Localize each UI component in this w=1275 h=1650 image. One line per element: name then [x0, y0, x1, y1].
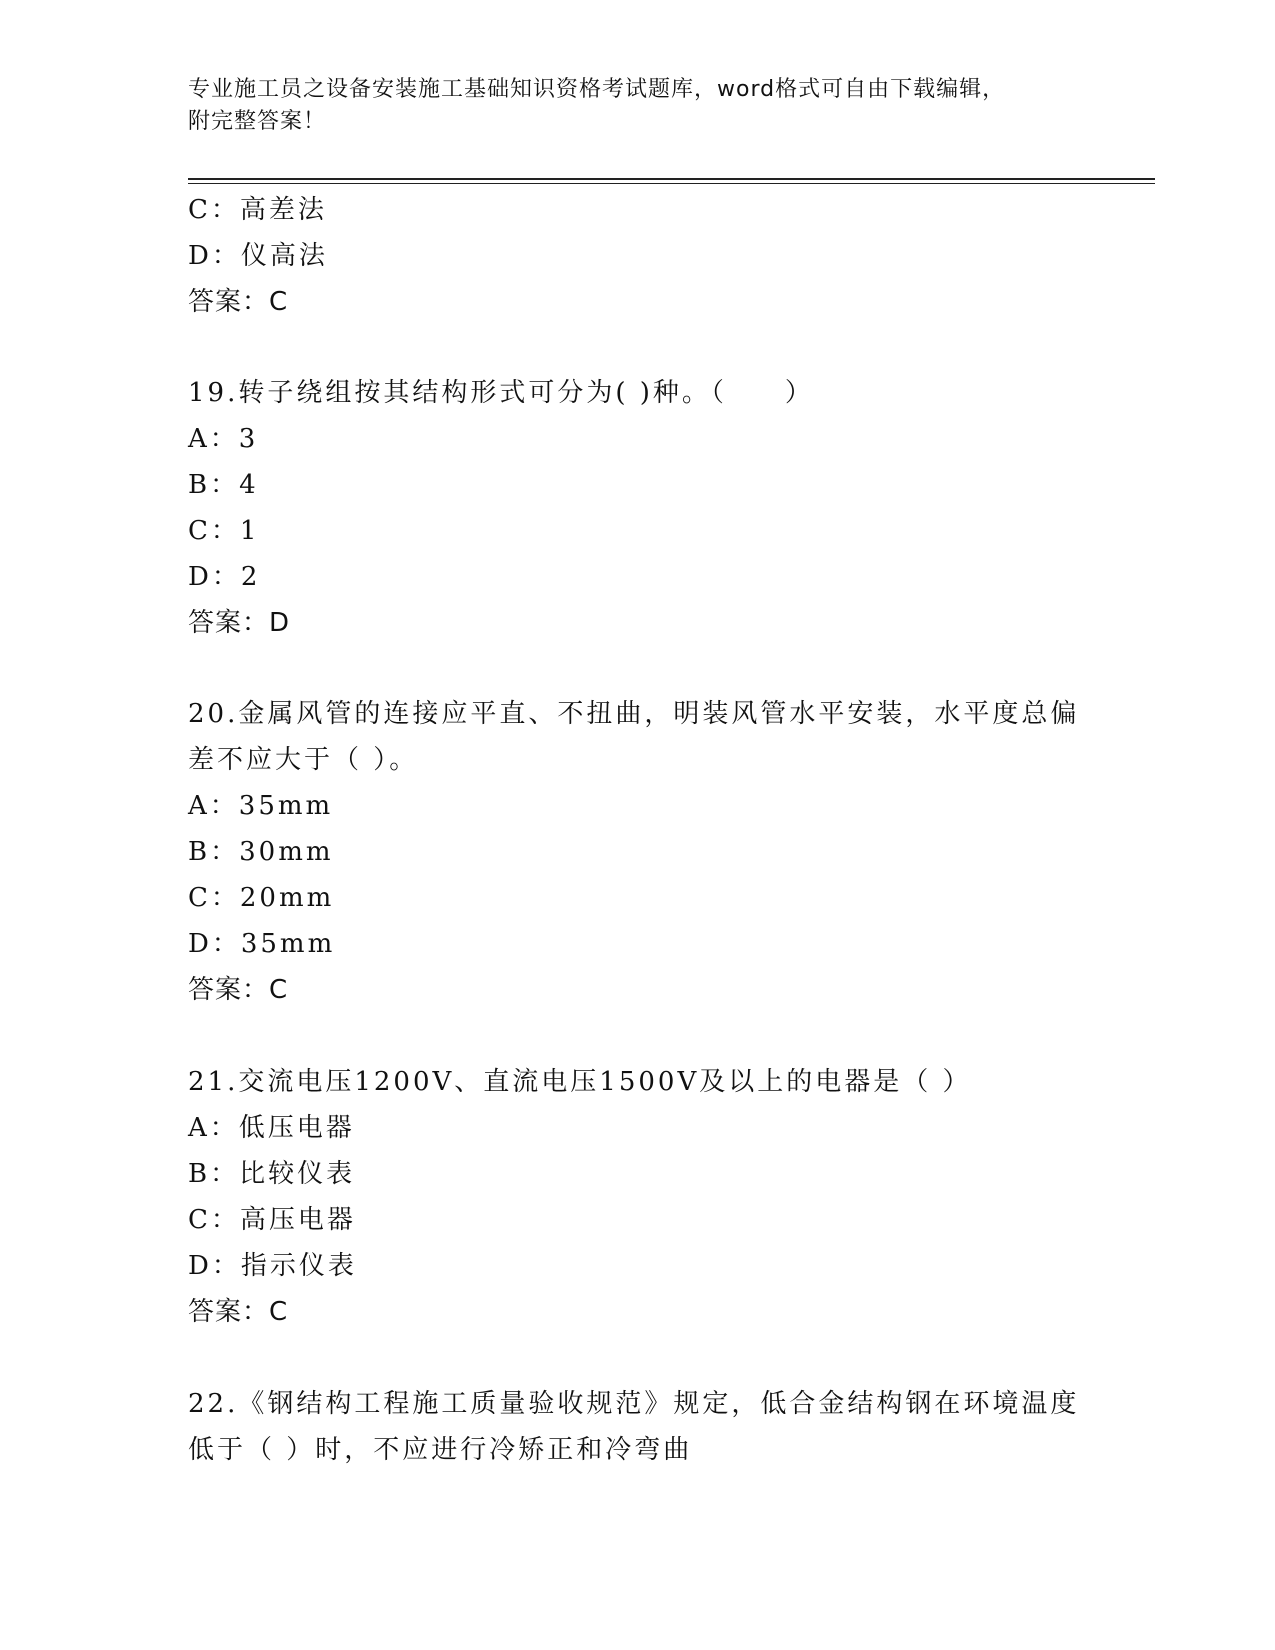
option-b: B：30mm — [188, 837, 334, 867]
option-c: C：高差法 — [188, 195, 327, 225]
question-stem: 19.转子绕组按其结构形式可分为( )种。（ ） — [188, 378, 814, 408]
question-stem-continued: 低于（ ）时，不应进行冷矫正和冷弯曲 — [188, 1435, 693, 1465]
option-a: A：35mm — [188, 791, 334, 821]
question-stem: 21.交流电压1200V、直流电压1500V及以上的电器是（ ） — [188, 1067, 972, 1097]
option-c: C：高压电器 — [188, 1205, 356, 1235]
answer-line: 答案：C — [188, 287, 289, 317]
option-c: C：20mm — [188, 883, 335, 913]
answer-line: 答案：C — [188, 975, 289, 1005]
option-d: D：指示仪表 — [188, 1251, 357, 1281]
option-a: A：3 — [188, 424, 259, 454]
option-d: D：35mm — [188, 929, 336, 959]
answer-line: 答案：C — [188, 1297, 289, 1327]
option-c: C：1 — [188, 516, 260, 546]
header-line-1: 专业施工员之设备安装施工基础知识资格考试题库，word格式可自由下载编辑， — [188, 77, 1006, 102]
option-a: A：低压电器 — [188, 1113, 355, 1143]
option-d: D：仪高法 — [188, 241, 328, 271]
option-d: D：2 — [188, 562, 261, 592]
option-b: B：比较仪表 — [188, 1159, 356, 1189]
question-stem: 22.《钢结构工程施工质量验收规范》规定，低合金结构钢在环境温度 — [188, 1389, 1080, 1419]
option-b: B：4 — [188, 470, 259, 500]
header-line-2: 附完整答案！ — [188, 109, 327, 134]
header-divider — [188, 178, 1155, 184]
document-header — [188, 74, 1068, 138]
question-stem: 20.金属风管的连接应平直、不扭曲，明装风管水平安装，水平度总偏 — [188, 699, 1080, 729]
question-stem-continued: 差不应大于（ ）。 — [188, 745, 419, 775]
answer-line: 答案：D — [188, 608, 291, 638]
